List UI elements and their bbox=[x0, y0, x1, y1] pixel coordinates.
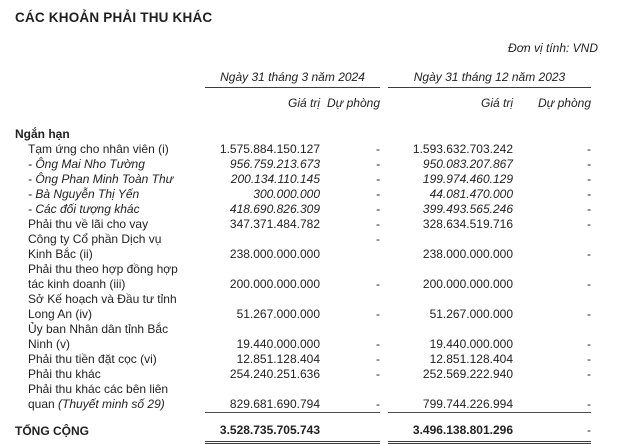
value-2024: 12.851.128.404 bbox=[236, 352, 320, 366]
value-2024: 254.240.251.636 bbox=[229, 367, 320, 381]
provision-2024: - bbox=[376, 277, 380, 291]
column-gap bbox=[380, 187, 388, 202]
provision-2023: - bbox=[513, 382, 591, 412]
total-label: TỔNG CỘNG bbox=[15, 424, 89, 438]
section-row-short-term bbox=[15, 113, 591, 142]
value-2023: 200.000.000.000 bbox=[422, 277, 513, 291]
table-row bbox=[15, 157, 591, 172]
value-2023: 19.440.000.000 bbox=[429, 337, 513, 351]
column-gap bbox=[380, 172, 388, 187]
value-2023: 51.267.000.000 bbox=[429, 307, 513, 321]
total-value-2024: 3.528.735.705.743 bbox=[205, 412, 320, 442]
provision-2023: - bbox=[587, 202, 591, 216]
column-gap bbox=[380, 232, 388, 262]
row-label: Phải thu khác các bên liên quan (Thuyết minh số 29) bbox=[28, 382, 169, 411]
period-2023-header: Ngày 31 tháng 12 năm 2023 bbox=[388, 59, 591, 88]
provision-2024: - bbox=[376, 367, 380, 381]
value-2024: 200.134.110.145 bbox=[230, 172, 320, 186]
subheader-row bbox=[15, 88, 591, 114]
provision-2023: - bbox=[587, 217, 591, 231]
provision-2024: - bbox=[376, 187, 380, 201]
row-label: - Ông Phan Minh Toàn Thư bbox=[28, 172, 174, 186]
provision-2023: - bbox=[587, 367, 591, 381]
receivables-table bbox=[15, 59, 591, 444]
provision-2024: - bbox=[376, 307, 380, 321]
provision-2023: - bbox=[587, 352, 591, 366]
value-2023: 328.634.519.716 bbox=[422, 217, 513, 231]
provision-2023: - bbox=[587, 142, 591, 156]
value-2024-header: Giá trị bbox=[287, 96, 320, 110]
provision-2024: - bbox=[376, 232, 380, 246]
column-gap bbox=[380, 382, 388, 412]
value-2024: 300.000.000 bbox=[253, 187, 320, 201]
value-2024: 200.000.000.000 bbox=[229, 277, 320, 291]
total-provision-2024 bbox=[320, 412, 380, 442]
row-label: Phải thu theo hợp đồng hợp tác kinh doanh (iii) bbox=[28, 262, 178, 291]
value-2024: 418.690.826.309 bbox=[229, 202, 320, 216]
table-row bbox=[15, 292, 591, 322]
provision-2023: - bbox=[587, 277, 591, 291]
value-2023-header: Giá trị bbox=[480, 96, 513, 110]
column-gap bbox=[380, 217, 388, 232]
value-2023: 199.974.460.129 bbox=[422, 172, 513, 186]
table-row bbox=[15, 262, 591, 292]
column-gap bbox=[380, 367, 388, 382]
row-label: Phải thu về lãi cho vay bbox=[28, 217, 149, 231]
value-2023: 1.593.632.703.242 bbox=[412, 142, 513, 156]
table-row bbox=[15, 367, 591, 382]
provision-2023: - bbox=[587, 187, 591, 201]
provision-2024: - bbox=[376, 142, 380, 156]
table-row bbox=[15, 322, 591, 352]
section-label: Ngắn hạn bbox=[15, 127, 70, 141]
value-2023: 44.081.470.000 bbox=[429, 187, 513, 201]
total-provision-2023: - bbox=[513, 412, 591, 442]
period-2024-header: Ngày 31 tháng 3 năm 2024 bbox=[205, 59, 380, 88]
column-gap bbox=[380, 352, 388, 367]
row-label: Phải thu tiền đặt cọc (vi) bbox=[28, 352, 157, 366]
value-2023: 399.493.565.246 bbox=[422, 202, 513, 216]
provision-2024: - bbox=[376, 337, 380, 351]
table-row bbox=[15, 187, 591, 202]
header-spacer bbox=[15, 59, 205, 88]
value-2024: 956.759.213.673 bbox=[229, 157, 320, 171]
column-gap bbox=[380, 322, 388, 352]
table-row bbox=[15, 217, 591, 232]
table-body bbox=[15, 142, 591, 412]
page-title: CÁC KHOẢN PHẢI THU KHÁC bbox=[15, 10, 213, 25]
table-row bbox=[15, 202, 591, 217]
row-label: Ủy ban Nhân dân tỉnh Bắc Ninh (v) bbox=[28, 322, 169, 351]
value-2023: 252.569.222.940 bbox=[422, 367, 513, 381]
table-row bbox=[15, 172, 591, 187]
value-2024: 829.681.690.794 bbox=[205, 382, 320, 412]
column-gap bbox=[380, 202, 388, 217]
provision-2024: - bbox=[376, 157, 380, 171]
provision-2023: - bbox=[587, 337, 591, 351]
row-label: Công ty Cổ phần Dịch vụ Kinh Bắc (ii) bbox=[28, 232, 162, 261]
table-row bbox=[15, 382, 591, 412]
provision-2024: - bbox=[376, 202, 380, 216]
value-2024: 19.440.000.000 bbox=[236, 337, 320, 351]
value-2024: 1.575.884.150.127 bbox=[219, 142, 320, 156]
column-gap bbox=[380, 142, 388, 157]
table-row bbox=[15, 142, 591, 157]
total-row bbox=[15, 412, 591, 442]
row-label: Tạm ứng cho nhân viên (i) bbox=[28, 142, 169, 156]
provision-2023: - bbox=[587, 172, 591, 186]
value-2024: 51.267.000.000 bbox=[236, 307, 320, 321]
unit-label: Đơn vị tính: VND bbox=[508, 41, 598, 55]
provision-2023: - bbox=[587, 247, 591, 261]
provision-2024: - bbox=[376, 217, 380, 231]
provision-2023-header: Dự phòng bbox=[538, 96, 591, 110]
value-2023: 950.083.207.867 bbox=[422, 157, 513, 171]
value-2023: 799.744.226.994 bbox=[388, 382, 513, 412]
provision-2024: - bbox=[376, 172, 380, 186]
column-gap bbox=[380, 292, 388, 322]
value-2023: 12.851.128.404 bbox=[429, 352, 513, 366]
value-2023: 238.000.000.000 bbox=[422, 247, 513, 261]
column-gap bbox=[380, 262, 388, 292]
provision-2024-header: Dự phòng bbox=[327, 96, 380, 110]
row-label: Phải thu khác bbox=[28, 367, 101, 381]
row-label: Sở Kế hoạch và Đầu tư tỉnh Long An (iv) bbox=[28, 292, 177, 321]
provision-2024: - bbox=[320, 382, 380, 412]
table-row bbox=[15, 232, 591, 262]
total-value-2023: 3.496.138.801.296 bbox=[388, 412, 513, 442]
provision-2023: - bbox=[587, 157, 591, 171]
period-header-row bbox=[15, 59, 591, 88]
row-label: - Ông Mai Nho Tường bbox=[28, 157, 145, 171]
value-2024: 347.371.484.782 bbox=[229, 217, 320, 231]
provision-2024: - bbox=[376, 352, 380, 366]
row-label: - Bà Nguyễn Thị Yến bbox=[28, 187, 140, 201]
table-row bbox=[15, 352, 591, 367]
value-2024: 238.000.000.000 bbox=[229, 247, 320, 261]
provision-2023: - bbox=[587, 307, 591, 321]
column-gap bbox=[380, 157, 388, 172]
row-label: - Các đối tượng khác bbox=[28, 202, 140, 216]
